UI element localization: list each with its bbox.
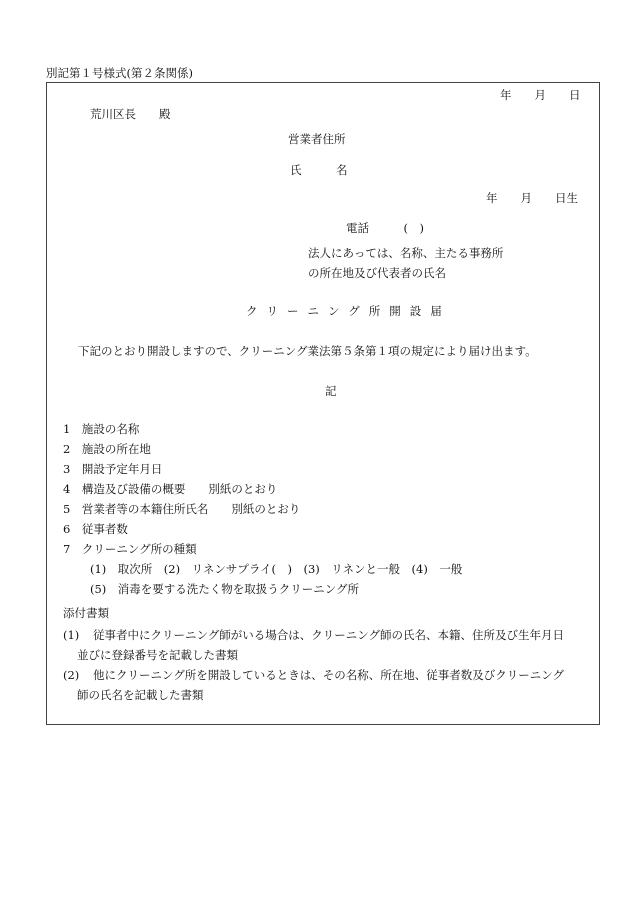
- attachment-2-marker: (2): [63, 668, 80, 682]
- item-4: 4 構造及び設備の概要 別紙のとおり: [63, 482, 278, 496]
- item-6: 6 従事者数: [63, 522, 128, 536]
- attachment-1-line2: 並びに登録番号を記載した書類: [77, 648, 238, 662]
- cleaning-types-line2: (5) 消毒を要する洗たく物を取扱うクリーニング所: [90, 582, 360, 596]
- attachments-heading: 添付書類: [63, 606, 109, 620]
- item-2: 2 施設の所在地: [63, 442, 151, 456]
- attachment-1-marker: (1): [63, 628, 80, 642]
- document-title: クリーニング所開設届: [246, 304, 451, 318]
- body-text: 下記のとおり開設しますので、クリーニング業法第５条第１項の規定により届け出ます。: [78, 344, 537, 358]
- addressee: 荒川区長 殿: [90, 107, 171, 121]
- item-5: 5 営業者等の本籍住所氏名 別紙のとおり: [63, 502, 301, 516]
- attachment-2-line1: 他にクリーニング所を開設しているときは、その名称、所在地、従事者数及びクリーニング: [93, 668, 565, 682]
- form-label: 別記第１号様式(第２条関係): [46, 66, 193, 80]
- item-3: 3 開設予定年月日: [63, 462, 163, 476]
- applicant-address-label: 営業者住所: [288, 132, 346, 146]
- corporate-note-line2: の所在地及び代表者の氏名: [308, 266, 446, 280]
- applicant-phone: 電話 ( ): [346, 221, 424, 235]
- attachment-1-line1: 従事者中にクリーニング師がいる場合は、クリーニング師の氏名、本籍、住所及び生年月日: [93, 628, 565, 642]
- cleaning-types-line1: (1) 取次所 (2) リネンサプライ( ) (3) リネンと一般 (4) 一般: [90, 562, 463, 576]
- ki-heading: 記: [325, 384, 337, 398]
- submission-date: 年 月 日: [500, 88, 581, 102]
- applicant-name-label: 氏 名: [290, 163, 348, 177]
- item-7: 7 クリーニング所の種類: [63, 542, 197, 556]
- corporate-note-line1: 法人にあっては、名称、主たる事務所: [308, 246, 504, 260]
- attachment-2-line2: 師の氏名を記載した書類: [77, 688, 204, 702]
- applicant-birth-date: 年 月 日生: [486, 191, 578, 205]
- item-1: 1 施設の名称: [63, 422, 140, 436]
